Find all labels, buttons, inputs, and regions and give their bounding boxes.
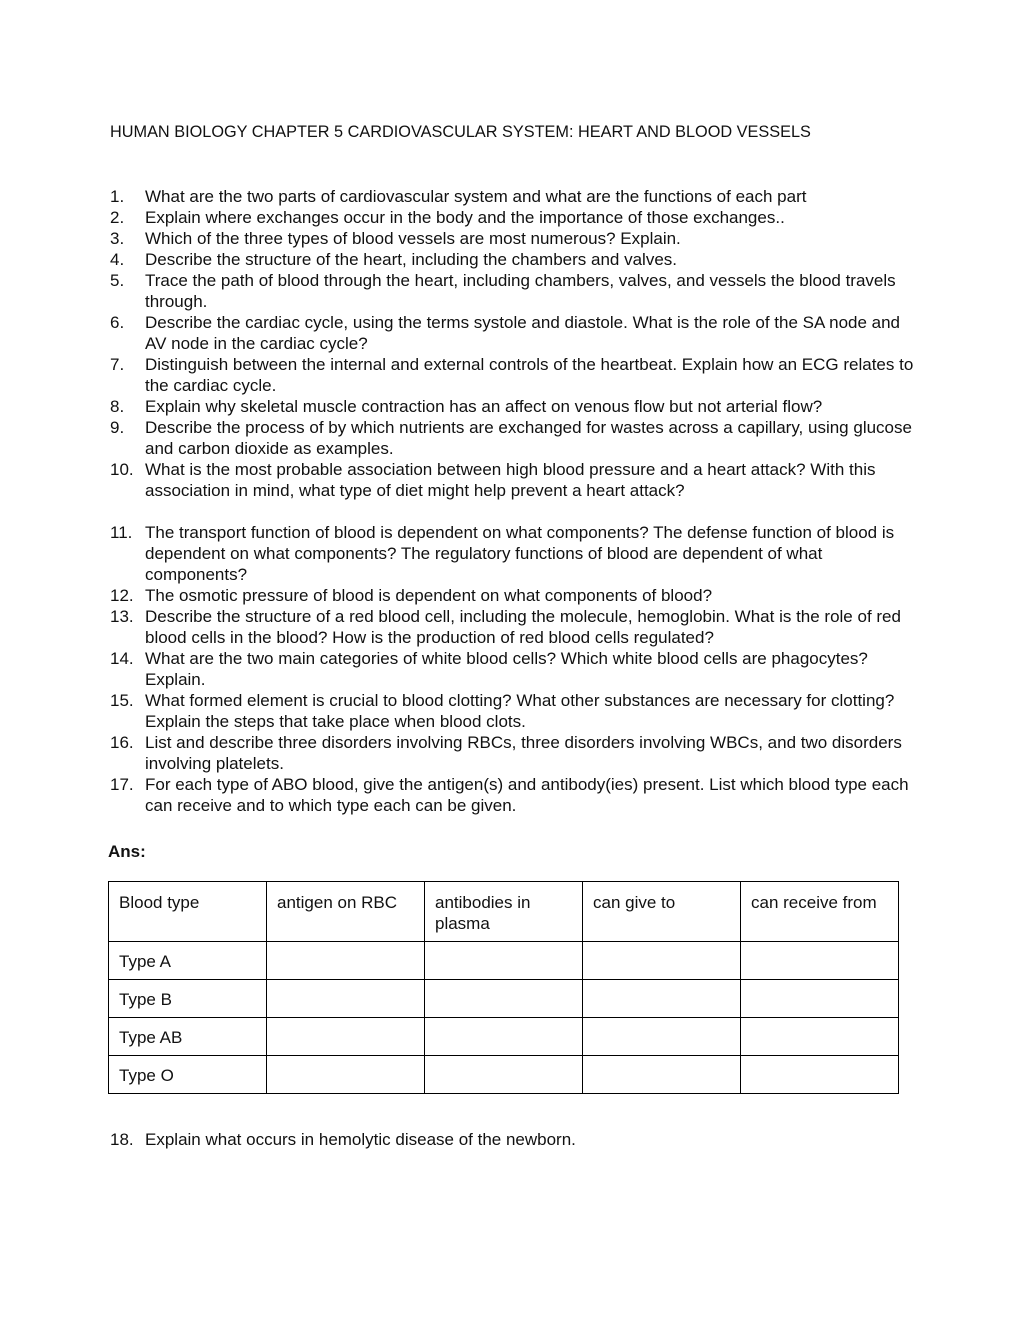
table-header-cell: antigen on RBC: [267, 882, 425, 942]
question-item: [110, 648, 920, 690]
question-number: 7.: [110, 355, 125, 374]
question-item: [110, 690, 920, 732]
question-item: [110, 270, 920, 312]
question-text: What formed element is crucial to blood clotting? What other substances are necessary for clotting? Explain the steps that take place when blood clots.: [145, 691, 895, 731]
question-list-1: [110, 186, 920, 501]
question-item: [110, 354, 920, 396]
question-text: For each type of ABO blood, give the antigen(s) and antibody(ies) present. List which blood type each can receive and to which type each can be given.: [145, 775, 909, 815]
question-number: 1.: [110, 187, 125, 206]
question-number: 11.: [110, 523, 133, 542]
question-text: List and describe three disorders involving RBCs, three disorders involving WBCs, and two disorders involving platelets.: [145, 733, 902, 773]
question-number: 4.: [110, 250, 125, 269]
table-cell: [741, 942, 899, 980]
table-row: [109, 942, 899, 980]
question-text: The osmotic pressure of blood is dependent on what components of blood?: [145, 586, 713, 605]
question-item: [110, 312, 920, 354]
question-item: [110, 585, 920, 606]
table-row: [109, 1018, 899, 1056]
question-item: [110, 417, 920, 459]
question-text: Which of the three types of blood vessels are most numerous? Explain.: [145, 229, 681, 248]
question-number: 12.: [110, 586, 134, 605]
table-cell: [267, 942, 425, 980]
question-text: What are the two main categories of white blood cells? Which white blood cells are phagocytes? Explain.: [145, 649, 868, 689]
table-cell: [741, 1018, 899, 1056]
question-item: [110, 774, 920, 816]
question-number: 17.: [110, 775, 134, 794]
question-number: 3.: [110, 229, 125, 248]
table-header-cell: antibodies in plasma: [425, 882, 583, 942]
table-cell: [741, 1056, 899, 1094]
table-row: [109, 980, 899, 1018]
question-text: Explain why skeletal muscle contraction has an affect on venous flow but not arterial flow?: [145, 397, 823, 416]
table-cell: [425, 1056, 583, 1094]
question-item: [110, 228, 920, 249]
question-list-2: [110, 522, 920, 816]
question-text: The transport function of blood is dependent on what components? The defense function of blood is dependent on what components? The regulatory functions of blood are dependent of what components?: [145, 523, 895, 584]
table-header-cell: can give to: [583, 882, 741, 942]
question-item: [110, 249, 920, 270]
question-item: [110, 522, 920, 585]
question-text: Trace the path of blood through the heart, including chambers, valves, and vessels the blood travels through.: [145, 271, 896, 311]
question-text: What are the two parts of cardiovascular system and what are the functions of each part: [145, 187, 807, 206]
question-item: [110, 459, 920, 501]
table-cell: [583, 942, 741, 980]
question-item: [110, 207, 920, 228]
table-cell: [267, 980, 425, 1018]
table-cell: [425, 980, 583, 1018]
question-number: 14.: [110, 649, 134, 668]
table-cell: [267, 1056, 425, 1094]
page-title: HUMAN BIOLOGY CHAPTER 5 CARDIOVASCULAR SYSTEM: HEART AND BLOOD VESSELS: [110, 123, 811, 141]
question-number: 13.: [110, 607, 134, 626]
question-number: 15.: [110, 691, 134, 710]
question-text: Describe the structure of a red blood cell, including the molecule, hemoglobin. What is the role of red blood cells in the blood? How is the production of red blood cells regulated?: [145, 607, 901, 647]
question-number: 9.: [110, 418, 125, 437]
table-cell: [267, 1018, 425, 1056]
blood-type-table: [108, 881, 899, 1094]
question-number: 16.: [110, 733, 134, 752]
question-text: What is the most probable association between high blood pressure and a heart attack? With this association in mind, what type of diet might help prevent a heart attack?: [145, 460, 876, 500]
table-cell: [425, 1018, 583, 1056]
table-cell: [741, 980, 899, 1018]
question-text: Distinguish between the internal and external controls of the heartbeat. Explain how an ECG relates to the cardiac cycle.: [145, 355, 914, 395]
table-cell: [583, 1018, 741, 1056]
question-text: Describe the process of by which nutrients are exchanged for wastes across a capillary, using glucose and carbon dioxide as examples.: [145, 418, 912, 458]
question-number: 5.: [110, 271, 125, 290]
table-cell-blood-type: Type A: [109, 942, 267, 980]
table-row: [109, 1056, 899, 1094]
question-text: Explain where exchanges occur in the body and the importance of those exchanges..: [145, 208, 785, 227]
question-item: [110, 606, 920, 648]
question-item: [110, 186, 920, 207]
table-header-row: [109, 882, 899, 942]
question-number: 2.: [110, 208, 125, 227]
table-header-cell: can receive from: [741, 882, 899, 942]
question-number: 10.: [110, 460, 134, 479]
answer-label: Ans:: [108, 842, 146, 861]
question-item: [110, 732, 920, 774]
table-cell-blood-type: Type O: [109, 1056, 267, 1094]
question-number: 18.: [110, 1130, 134, 1149]
question-text: Explain what occurs in hemolytic disease of the newborn.: [145, 1130, 576, 1149]
question-item: [110, 396, 920, 417]
question-text: Describe the cardiac cycle, using the terms systole and diastole. What is the role of the SA node and AV node in the cardiac cycle?: [145, 313, 901, 353]
question-number: 6.: [110, 313, 125, 332]
question-list-3: [110, 1129, 920, 1150]
question-item: [110, 1129, 920, 1150]
table-header-cell: Blood type: [109, 882, 267, 942]
table-cell-blood-type: Type AB: [109, 1018, 267, 1056]
table-cell: [425, 942, 583, 980]
table-cell: [583, 980, 741, 1018]
table-cell-blood-type: Type B: [109, 980, 267, 1018]
question-text: Describe the structure of the heart, including the chambers and valves.: [145, 250, 678, 269]
table-cell: [583, 1056, 741, 1094]
question-number: 8.: [110, 397, 125, 416]
